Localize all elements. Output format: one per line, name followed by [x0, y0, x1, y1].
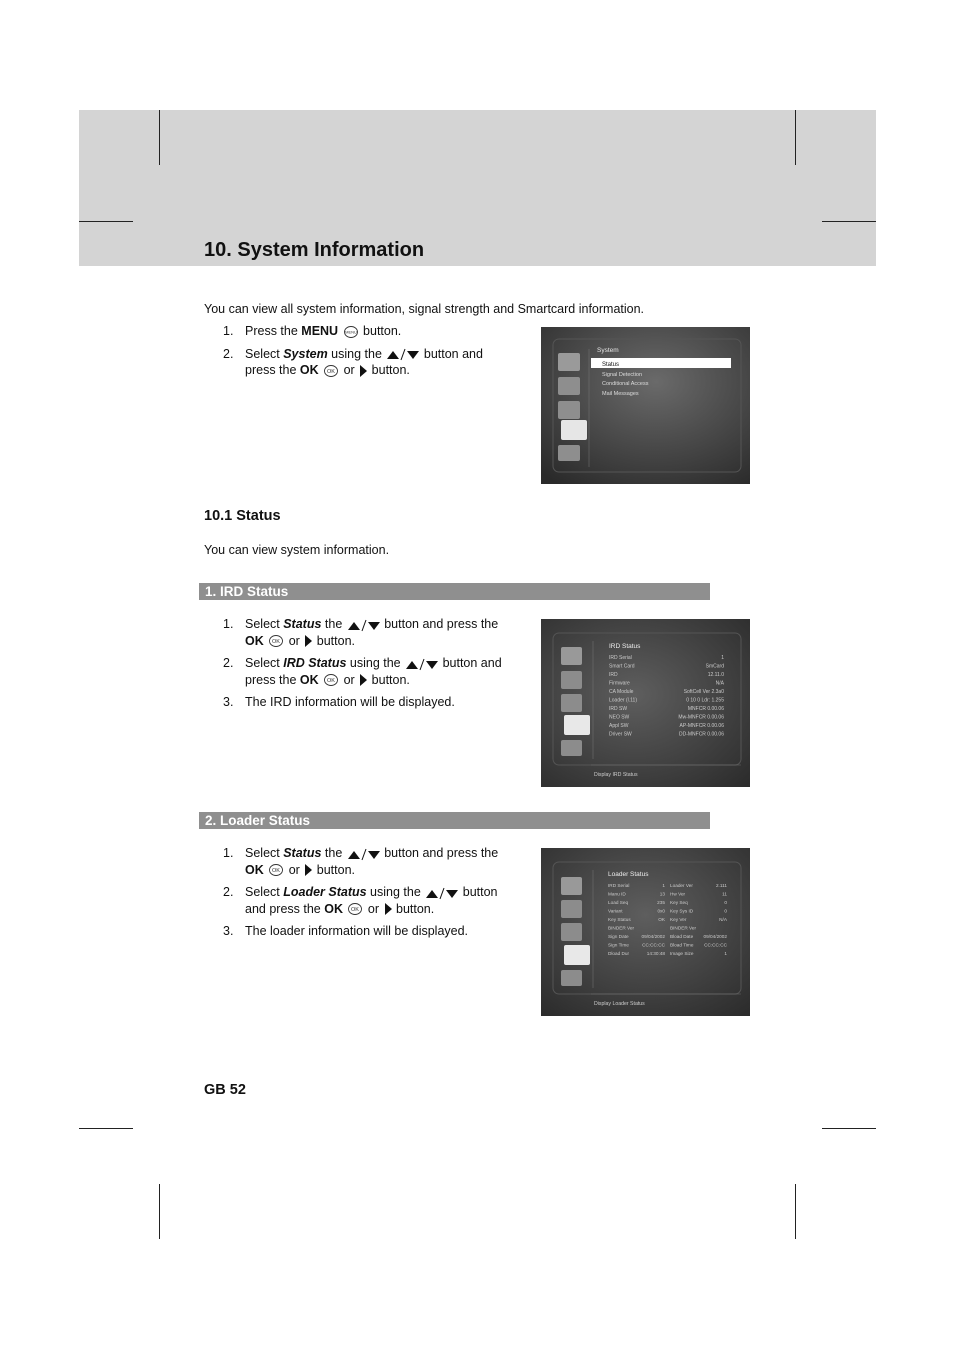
side-icon-selected [564, 715, 590, 735]
crop-mark [159, 1184, 160, 1239]
loader-row-label: Variant [608, 908, 623, 914]
system-menu-screenshot [541, 327, 750, 484]
loader-row-value: 13 [659, 891, 665, 897]
up-down-arrow-icon [347, 847, 380, 861]
side-icon-selected [561, 420, 587, 440]
ird-status-bar: 1. IRD Status [199, 583, 710, 600]
up-down-arrow-icon [405, 657, 438, 671]
loader-row-value: 09/04/2002 [703, 934, 727, 939]
ird-row-label: CA Module [609, 689, 634, 695]
svg-text:OK: OK [272, 868, 281, 875]
crop-mark [822, 221, 876, 222]
header-band [79, 110, 876, 266]
loader-row-value: 1 [662, 883, 665, 888]
side-icon [558, 401, 580, 419]
right-arrow-icon [304, 635, 312, 647]
ird-steps [204, 616, 514, 717]
ird-row-label: Loader (l.11) [609, 697, 637, 704]
loader-row-label: Sign Date [608, 934, 629, 939]
up-down-arrow-icon [347, 618, 380, 632]
crop-mark [79, 221, 133, 222]
loader-row-label: Key Seq [670, 900, 688, 905]
menu-item: Signal Detection [602, 372, 643, 378]
ok-button-icon [347, 902, 363, 916]
side-icon [558, 353, 580, 371]
ird-row-value: SmCard [705, 663, 724, 670]
loader-row-value: N/A [719, 917, 727, 922]
ird-row-value: DD-MNFCR 0.00.06 [678, 731, 724, 738]
section-desc: You can view system information. [204, 543, 390, 557]
loader-row-label: Dload Dur [608, 951, 630, 956]
ird-row-label: IRD [609, 672, 618, 678]
system-steps [204, 323, 514, 385]
crop-mark [795, 110, 796, 165]
side-icon [561, 877, 582, 895]
side-icon [561, 647, 582, 665]
loader-row-label: Loader Ver [670, 883, 693, 888]
loader-row-label: Image Size [670, 951, 694, 956]
right-arrow-icon [359, 674, 367, 686]
crop-mark [79, 1128, 133, 1129]
list-item: 1. Select Status the button and press the OK OK or button. [223, 617, 499, 648]
loader-row-label: Load Seq [608, 900, 629, 905]
loader-row-label: IRD Serial [608, 883, 630, 888]
screen-title: System [597, 347, 619, 354]
ird-row-value: 12.11.0 [707, 672, 724, 678]
loader-row-value: 235 [657, 900, 665, 905]
loader-row-label: Key Sys ID [670, 908, 694, 914]
ird-row-value: N/A [715, 680, 724, 687]
side-icon [561, 970, 582, 986]
menu-button-icon [343, 325, 359, 339]
screen-title: IRD Status [609, 643, 641, 650]
loader-row-label: Hw Ver [670, 891, 686, 897]
side-icon [561, 740, 582, 756]
svg-text:OK: OK [327, 368, 336, 375]
loader-row-value: 2.111 [715, 883, 727, 888]
loader-row-value: CC:CC:CC [704, 942, 727, 948]
side-icon [558, 377, 580, 395]
list-item: 1. Select Status the button and press the OK OK or button. [223, 846, 499, 877]
loader-row-value: 0 [724, 900, 727, 905]
loader-row-label: Manu ID [608, 891, 626, 897]
screen-title: Loader Status [608, 871, 649, 878]
svg-text:MENU: MENU [344, 329, 357, 335]
ird-row-label: IRD Serial [609, 655, 632, 661]
crop-mark [822, 1128, 876, 1129]
loader-row-value: CC:CC:CC [642, 942, 665, 948]
page-number: GB 52 [204, 1082, 246, 1098]
ird-row-label: IRD SW [609, 706, 628, 712]
ird-row-label: Smart Card [609, 663, 635, 670]
svg-text:OK: OK [272, 639, 281, 646]
side-icon-selected [564, 945, 590, 965]
loader-row-value: 14:30:48 [646, 951, 665, 956]
loader-row-label: BINDER Ver [608, 925, 635, 931]
side-icon [561, 900, 582, 918]
list-item: 2. Select IRD Status using the button and press the OK OK or button. [223, 656, 502, 687]
loader-row-value: 0x0 [657, 908, 665, 914]
ird-row-value: Mw-MNFCR 0.00.06 [678, 714, 724, 721]
up-down-arrow-icon [386, 347, 419, 361]
screen-footer: Display IRD Status [594, 772, 638, 778]
page-title: 10. System Information [204, 239, 425, 261]
loader-row-value: OK [658, 917, 665, 922]
ird-row-label: Firmware [609, 680, 630, 687]
loader-row-label: BINDER Ver [670, 925, 697, 931]
ird-status-screenshot [541, 619, 750, 787]
loader-row-value: 11 [722, 891, 727, 897]
ird-row-label: NEO SW [609, 714, 630, 721]
list-item: 2. Select Loader Status using the button and press the OK OK or button. [223, 885, 498, 916]
menu-item: Mail Messages [602, 391, 639, 397]
ird-row-label: Driver SW [609, 731, 632, 738]
header-rule [157, 266, 797, 268]
ird-row-value: SoftCell Ver 2.3a0 [683, 689, 724, 695]
side-icon [561, 671, 582, 689]
right-arrow-icon [304, 864, 312, 876]
loader-status-screenshot [541, 848, 750, 1016]
ird-row-value: 1 [721, 655, 724, 661]
ird-row-value: MNFCR 0.00.06 [687, 706, 724, 712]
svg-text:OK: OK [351, 907, 360, 914]
side-icon [561, 694, 582, 712]
loader-row-label: Bload Time [670, 942, 694, 948]
ird-row-value: 0 10 0 Ldr: 1.255 [686, 697, 724, 704]
ird-row-value: AP-MNFCR 0.00.06 [679, 723, 724, 729]
side-icon [561, 923, 582, 941]
right-arrow-icon [359, 365, 367, 377]
loader-status-bar: 2. Loader Status [199, 812, 710, 829]
list-item: 2. Select System using the button and press the OK OK or button. [223, 346, 483, 377]
list-item: 1. Press the MENU MENU button. [223, 324, 402, 338]
intro-text: You can view all system information, signal strength and Smartcard information. [204, 302, 645, 316]
loader-row-value: 0 [724, 908, 727, 914]
loader-row-label: Sign Time [608, 942, 629, 948]
ok-button-icon [268, 634, 284, 648]
section-heading: 10.1 Status [204, 508, 281, 524]
side-icon [558, 445, 580, 461]
loader-row-value: 1 [724, 951, 727, 956]
list-item: 3. The IRD information will be displayed. [223, 695, 455, 709]
loader-row-label: Key Status [608, 917, 631, 922]
screen-footer: Display Loader Status [594, 1001, 645, 1007]
loader-row-value: 09/04/2002 [641, 934, 665, 939]
loader-steps [204, 845, 514, 946]
crop-mark [159, 110, 160, 165]
menu-item-status: Status [602, 362, 620, 368]
loader-row-label: Bload Date [670, 934, 694, 939]
ok-button-icon [323, 673, 339, 687]
ok-button-icon [323, 364, 339, 378]
menu-item: Conditional Access [602, 381, 649, 387]
list-item: 3. The loader information will be displayed. [223, 924, 469, 938]
loader-row-label: Key Ver [670, 917, 687, 922]
ird-row-label: Appl SW [609, 723, 629, 729]
crop-mark [795, 1184, 796, 1239]
right-arrow-icon [384, 903, 392, 915]
svg-text:OK: OK [327, 678, 336, 685]
ok-button-icon [268, 863, 284, 877]
up-down-arrow-icon [425, 886, 458, 900]
